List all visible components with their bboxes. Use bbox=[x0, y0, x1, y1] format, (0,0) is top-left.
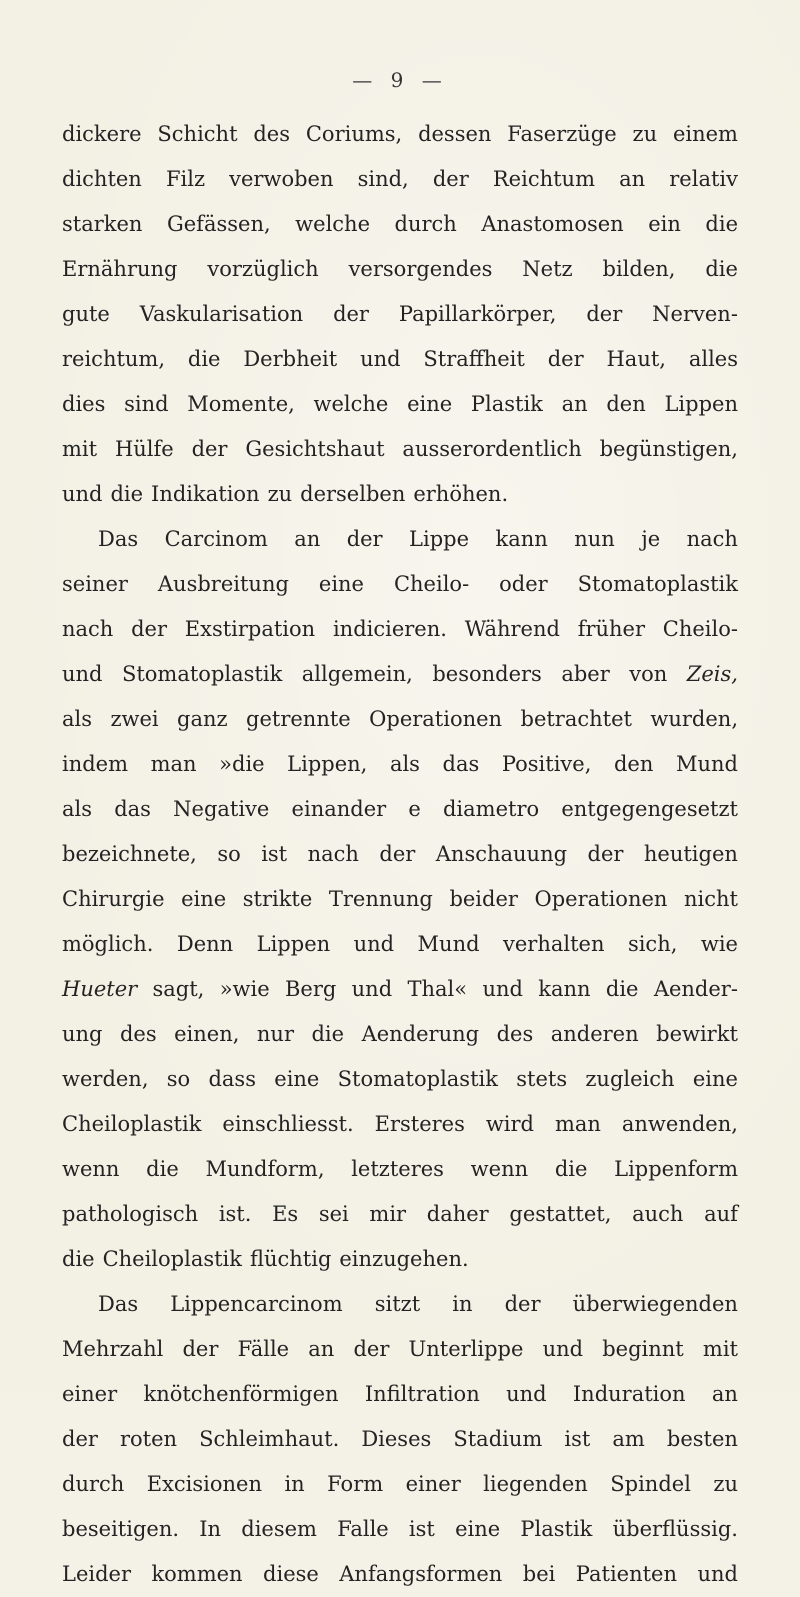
word: nicht bbox=[683, 887, 738, 911]
word: Operationen bbox=[369, 707, 503, 731]
word: liegenden bbox=[483, 1472, 588, 1496]
word: Plastik bbox=[470, 392, 543, 416]
word: an bbox=[619, 167, 646, 191]
word: mir bbox=[369, 1202, 407, 1226]
word: Unterlippe bbox=[408, 1337, 524, 1361]
word: Exstirpation bbox=[184, 617, 316, 641]
word: zwei bbox=[110, 707, 159, 731]
word: flüchtig bbox=[249, 1247, 332, 1271]
word: sind bbox=[124, 392, 169, 416]
word: Straffheit bbox=[423, 347, 525, 371]
word: verwoben bbox=[229, 167, 334, 191]
word: dickere bbox=[62, 122, 142, 146]
word: sind, bbox=[357, 167, 409, 191]
word: durch bbox=[394, 212, 457, 236]
word: Coriums, bbox=[305, 122, 403, 146]
word: indicieren. bbox=[332, 617, 447, 641]
word: und bbox=[542, 1337, 584, 1361]
word: zu bbox=[713, 1472, 738, 1496]
word: auf bbox=[704, 1202, 738, 1226]
word: zu bbox=[632, 122, 658, 146]
word: allgemein, bbox=[301, 662, 413, 686]
word: dies bbox=[62, 392, 106, 416]
word: Mund bbox=[675, 752, 738, 776]
word: Stomatoplastik bbox=[577, 572, 738, 596]
word: gute bbox=[62, 302, 110, 326]
word: als bbox=[62, 797, 93, 821]
word: bewirkt bbox=[656, 1022, 738, 1046]
text-line bbox=[62, 967, 738, 1012]
word: als bbox=[389, 752, 420, 776]
word: nach bbox=[307, 842, 359, 866]
word: Indikation bbox=[151, 482, 260, 506]
word: oder bbox=[499, 572, 548, 596]
word: alles bbox=[688, 347, 738, 371]
word: und bbox=[62, 482, 103, 506]
word: Falle bbox=[337, 1517, 389, 1541]
word: die bbox=[554, 1157, 588, 1181]
word: Chirurgie bbox=[62, 887, 165, 911]
text-line bbox=[62, 1012, 738, 1057]
text-line bbox=[62, 427, 738, 472]
word: Stadium bbox=[453, 1427, 543, 1451]
word: Nerven- bbox=[652, 302, 738, 326]
word: Patienten bbox=[575, 1562, 678, 1586]
word: Carcinom bbox=[164, 527, 268, 551]
word: Ernährung bbox=[62, 257, 178, 281]
word: anwenden, bbox=[621, 1112, 738, 1136]
word: der bbox=[346, 527, 383, 551]
word: verhalten bbox=[503, 932, 605, 956]
word: den bbox=[613, 752, 654, 776]
word: betrachtet bbox=[520, 707, 632, 731]
text-line bbox=[62, 652, 738, 697]
word: Zeis, bbox=[686, 662, 738, 686]
word: einschliesst. bbox=[222, 1112, 354, 1136]
word: indem bbox=[62, 752, 129, 776]
word: an bbox=[711, 1382, 738, 1406]
word: Lippen bbox=[664, 392, 738, 416]
word: zu bbox=[267, 482, 293, 506]
word: Leider bbox=[62, 1562, 131, 1586]
word: daher bbox=[426, 1202, 489, 1226]
word: starken bbox=[62, 212, 143, 236]
word: welche bbox=[313, 392, 389, 416]
text-line bbox=[62, 922, 738, 967]
text-line bbox=[62, 832, 738, 877]
word: einander bbox=[291, 797, 387, 821]
word: die bbox=[146, 1157, 179, 1181]
word: einer bbox=[405, 1472, 461, 1496]
text-line bbox=[62, 1147, 738, 1192]
word: der bbox=[333, 302, 369, 326]
word: Berg bbox=[284, 977, 337, 1001]
word: der bbox=[432, 167, 469, 191]
text-line bbox=[62, 1372, 738, 1417]
word: Schicht bbox=[157, 122, 238, 146]
word: Anfangsformen bbox=[339, 1562, 503, 1586]
word: die bbox=[62, 1247, 95, 1271]
word: Gesichtshaut bbox=[245, 437, 385, 461]
word: an bbox=[561, 392, 588, 416]
word: Stomatoplastik bbox=[121, 662, 283, 686]
word: auch bbox=[632, 1202, 684, 1226]
word: sitzt bbox=[374, 1292, 421, 1316]
word: »die bbox=[219, 752, 265, 776]
word: Hülfe bbox=[114, 437, 174, 461]
word: einem bbox=[672, 122, 738, 146]
word: des bbox=[253, 122, 291, 146]
word: eine bbox=[407, 392, 453, 416]
word: so bbox=[166, 1067, 191, 1091]
text-line bbox=[62, 1462, 738, 1507]
word: Schleimhaut. bbox=[199, 1427, 340, 1451]
word: und bbox=[482, 977, 523, 1001]
word: relativ bbox=[669, 167, 738, 191]
word: der bbox=[586, 302, 623, 326]
word: einzugehen. bbox=[339, 1247, 469, 1271]
word: pathologisch bbox=[62, 1202, 199, 1226]
word: entgegengesetzt bbox=[561, 797, 738, 821]
word: ist bbox=[261, 842, 288, 866]
word: kommen bbox=[151, 1562, 243, 1586]
text-line bbox=[62, 472, 738, 517]
word: nach bbox=[686, 527, 738, 551]
word: sagt, bbox=[152, 977, 205, 1001]
word: wenn bbox=[62, 1157, 120, 1181]
word: eine bbox=[181, 887, 227, 911]
word: die bbox=[110, 482, 144, 506]
word: einen, bbox=[174, 1022, 240, 1046]
word: Es bbox=[272, 1202, 299, 1226]
word: Plastik bbox=[520, 1517, 593, 1541]
word: und bbox=[506, 1382, 547, 1406]
word: mit bbox=[62, 437, 98, 461]
word: Faserzüge bbox=[507, 122, 617, 146]
word: wie bbox=[700, 932, 738, 956]
word: der bbox=[587, 842, 624, 866]
word: Momente, bbox=[187, 392, 295, 416]
word: Trennung bbox=[328, 887, 433, 911]
word: eine bbox=[455, 1517, 501, 1541]
word: Thal« bbox=[407, 977, 468, 1001]
word: getrennte bbox=[246, 707, 351, 731]
word: eine bbox=[318, 572, 364, 596]
word: Excisionen bbox=[146, 1472, 262, 1496]
word: Cheiloplastik bbox=[102, 1247, 242, 1271]
word: in bbox=[284, 1472, 305, 1496]
text-line bbox=[62, 202, 738, 247]
word: Dieses bbox=[361, 1427, 432, 1451]
word: stets bbox=[516, 1067, 568, 1091]
word: Mundform, bbox=[205, 1157, 325, 1181]
word: heutigen bbox=[643, 842, 738, 866]
text-line bbox=[62, 1507, 738, 1552]
word: an bbox=[308, 1337, 335, 1361]
word: des bbox=[496, 1022, 534, 1046]
word: Reichtum bbox=[492, 167, 595, 191]
word: aber bbox=[561, 662, 610, 686]
word: Aenderung bbox=[361, 1022, 480, 1046]
word: der bbox=[379, 842, 416, 866]
word: und bbox=[353, 932, 395, 956]
word: knötchenförmigen bbox=[143, 1382, 339, 1406]
word: beginnt bbox=[602, 1337, 684, 1361]
word: wenn bbox=[470, 1157, 529, 1181]
word: und bbox=[351, 977, 393, 1001]
word: In bbox=[199, 1517, 222, 1541]
word: Operationen bbox=[534, 887, 668, 911]
word: eine bbox=[692, 1067, 738, 1091]
word: reichtum, bbox=[62, 347, 166, 371]
word: durch bbox=[62, 1472, 125, 1496]
word: gestattet, bbox=[509, 1202, 612, 1226]
word: der bbox=[62, 1427, 98, 1451]
word: beider bbox=[449, 887, 518, 911]
word: früher bbox=[577, 617, 646, 641]
word: Während bbox=[464, 617, 560, 641]
word: beseitigen. bbox=[62, 1517, 180, 1541]
word: werden, bbox=[62, 1067, 149, 1091]
word: versorgendes bbox=[348, 257, 493, 281]
body-text bbox=[62, 112, 738, 1597]
word: besten bbox=[666, 1427, 738, 1451]
text-line bbox=[62, 1057, 738, 1102]
word: ist bbox=[564, 1427, 591, 1451]
word: Lippenform bbox=[614, 1157, 738, 1181]
word: vorzüglich bbox=[207, 257, 319, 281]
word: Fälle bbox=[237, 1337, 290, 1361]
word: wurden, bbox=[650, 707, 738, 731]
word: Lippen bbox=[256, 932, 331, 956]
word: Hueter bbox=[62, 977, 138, 1001]
word: Stomatoplastik bbox=[337, 1067, 498, 1091]
word: e bbox=[408, 797, 421, 821]
page-number: — 9 — bbox=[352, 68, 448, 92]
word: nun bbox=[574, 527, 615, 551]
word: Lippen, bbox=[287, 752, 368, 776]
word: der bbox=[131, 617, 168, 641]
word: bilden, bbox=[602, 257, 676, 281]
text-line bbox=[62, 157, 738, 202]
word: das bbox=[114, 797, 151, 821]
word: der bbox=[353, 1337, 390, 1361]
word: besonders bbox=[432, 662, 542, 686]
word: einer bbox=[62, 1382, 118, 1406]
word: der bbox=[504, 1292, 541, 1316]
text-line bbox=[62, 1237, 738, 1282]
word: überflüssig. bbox=[612, 1517, 738, 1541]
word: ist. bbox=[218, 1202, 252, 1226]
word: Das bbox=[98, 527, 139, 551]
text-line bbox=[62, 1417, 738, 1462]
word: Lippencarcinom bbox=[170, 1292, 343, 1316]
word: Filz bbox=[165, 167, 206, 191]
text-line bbox=[62, 337, 738, 382]
text-line bbox=[62, 787, 738, 832]
word: Denn bbox=[176, 932, 234, 956]
word: diese bbox=[263, 1562, 319, 1586]
word: nur bbox=[256, 1022, 294, 1046]
word: kann bbox=[495, 527, 548, 551]
word: der bbox=[191, 437, 228, 461]
word: den bbox=[606, 392, 646, 416]
text-line bbox=[62, 1192, 738, 1237]
word: je bbox=[641, 527, 661, 551]
word: die bbox=[187, 347, 221, 371]
word: nach bbox=[62, 617, 114, 641]
word: Mehrzahl bbox=[62, 1337, 164, 1361]
text-line bbox=[62, 382, 738, 427]
word: der bbox=[547, 347, 584, 371]
word: von bbox=[629, 662, 668, 686]
word: man bbox=[150, 752, 197, 776]
word: begünstigen, bbox=[599, 437, 738, 461]
word: dichten bbox=[62, 167, 142, 191]
word: anderen bbox=[550, 1022, 639, 1046]
word: wird bbox=[485, 1112, 535, 1136]
word: Spindel bbox=[610, 1472, 691, 1496]
word: kann bbox=[538, 977, 591, 1001]
word: so bbox=[217, 842, 241, 866]
text-line bbox=[62, 1102, 738, 1147]
word: Anastomosen bbox=[481, 212, 624, 236]
word: und bbox=[697, 1562, 738, 1586]
text-line bbox=[62, 292, 738, 337]
text-line bbox=[62, 247, 738, 292]
text-line bbox=[62, 742, 738, 787]
word: seiner bbox=[62, 572, 128, 596]
word: Cheilo- bbox=[393, 572, 470, 596]
word: bei bbox=[522, 1562, 556, 1586]
word: ein bbox=[648, 212, 681, 236]
word: Cheilo- bbox=[662, 617, 738, 641]
word: Papillarkörper, bbox=[398, 302, 557, 326]
word: des bbox=[119, 1022, 157, 1046]
word: am bbox=[612, 1427, 645, 1451]
word: in bbox=[452, 1292, 473, 1316]
word: letzteres bbox=[351, 1157, 444, 1181]
word: an bbox=[294, 527, 321, 551]
word: zugleich bbox=[585, 1067, 675, 1091]
word: Netz bbox=[522, 257, 573, 281]
text-line bbox=[62, 1282, 738, 1327]
word: sich, bbox=[627, 932, 678, 956]
word: dessen bbox=[418, 122, 492, 146]
word: als bbox=[62, 707, 93, 731]
word: die bbox=[605, 977, 639, 1001]
word: Gefässen, bbox=[166, 212, 271, 236]
word: die bbox=[705, 257, 738, 281]
word: Lippe bbox=[409, 527, 470, 551]
word: Anschauung bbox=[435, 842, 568, 866]
word: »wie bbox=[219, 977, 270, 1001]
word: derselben bbox=[300, 482, 406, 506]
word: diesem bbox=[241, 1517, 317, 1541]
word: bezeichnete, bbox=[62, 842, 197, 866]
word: Positive, bbox=[501, 752, 592, 776]
word: die bbox=[705, 212, 738, 236]
word: Infiltration bbox=[364, 1382, 480, 1406]
word: sei bbox=[318, 1202, 349, 1226]
word: man bbox=[554, 1112, 601, 1136]
word: Das bbox=[98, 1292, 139, 1316]
word: roten bbox=[119, 1427, 178, 1451]
text-line bbox=[62, 607, 738, 652]
word: Ersteres bbox=[374, 1112, 465, 1136]
word: mit bbox=[702, 1337, 738, 1361]
word: die bbox=[311, 1022, 345, 1046]
word: überwiegenden bbox=[572, 1292, 738, 1316]
word: diametro bbox=[442, 797, 540, 821]
word: Mund bbox=[417, 932, 480, 956]
text-line bbox=[62, 1552, 738, 1597]
word: und bbox=[360, 347, 401, 371]
word: strikte bbox=[242, 887, 313, 911]
word: Haut, bbox=[606, 347, 666, 371]
text-line bbox=[62, 1327, 738, 1372]
text-line bbox=[62, 877, 738, 922]
text-line bbox=[62, 697, 738, 742]
word: erhöhen. bbox=[413, 482, 509, 506]
word: Induration bbox=[572, 1382, 686, 1406]
word: der bbox=[182, 1337, 219, 1361]
word: Ausbreitung bbox=[157, 572, 289, 596]
word: das bbox=[442, 752, 480, 776]
word: dass bbox=[208, 1067, 256, 1091]
word: ausserordentlich bbox=[402, 437, 582, 461]
word: Form bbox=[327, 1472, 384, 1496]
word: Vaskularisation bbox=[139, 302, 304, 326]
word: möglich. bbox=[62, 932, 154, 956]
word: und bbox=[62, 662, 103, 686]
word: Cheiloplastik bbox=[62, 1112, 202, 1136]
word: ist bbox=[408, 1517, 435, 1541]
text-line bbox=[62, 562, 738, 607]
word: Negative bbox=[173, 797, 270, 821]
word: welche bbox=[295, 212, 371, 236]
word: Aender- bbox=[653, 977, 738, 1001]
text-line bbox=[62, 112, 738, 157]
word: eine bbox=[274, 1067, 320, 1091]
word: ganz bbox=[177, 707, 228, 731]
word: Derbheit bbox=[243, 347, 338, 371]
text-line bbox=[62, 517, 738, 562]
word: ung bbox=[62, 1022, 103, 1046]
